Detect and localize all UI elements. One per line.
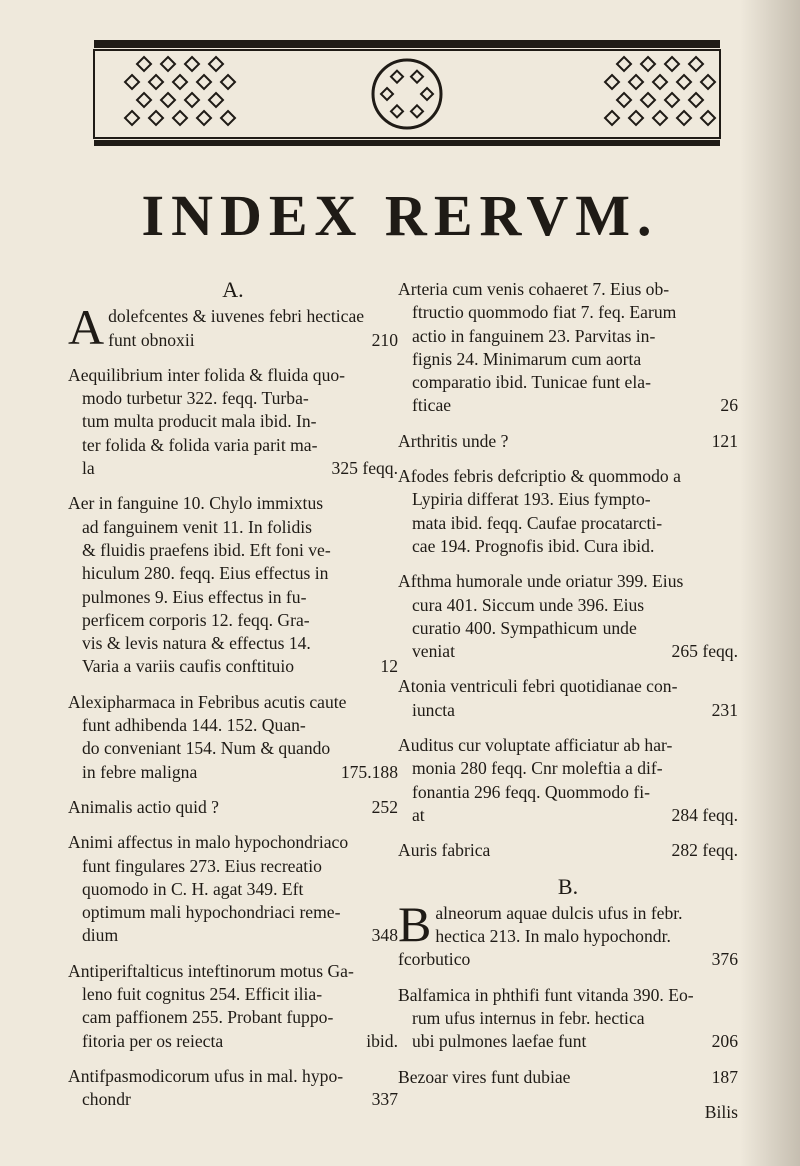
ornament-diamond	[629, 75, 643, 89]
entry-line: fignis 24. Minimarum cum aorta	[412, 348, 642, 369]
ornament-diamond	[665, 57, 679, 71]
entry-line: optimum mali hypochondriaci reme-	[82, 902, 341, 923]
page-reference: Bilis	[704, 1101, 738, 1122]
index-entry	[68, 960, 398, 1053]
page-reference: 337	[371, 1089, 398, 1110]
entry-line: Auris fabrica	[398, 840, 491, 861]
ornament-diamond	[149, 75, 163, 89]
ornament-diamond	[381, 88, 393, 100]
index-entry	[398, 278, 738, 418]
entry-line: rum ufus internus in febr. hectica	[412, 1008, 645, 1029]
section-letter-b: B.	[557, 873, 579, 899]
ornament-diamond	[701, 75, 715, 89]
entry-line: modo turbetur 322. feqq. Turba-	[82, 388, 309, 409]
page-reference: 210	[371, 329, 398, 350]
ornament-diamond	[411, 105, 423, 117]
ornament-diamond	[411, 71, 423, 83]
ornament-diamond	[677, 75, 691, 89]
page-reference: 231	[711, 699, 738, 720]
ornament-diamond	[173, 111, 187, 125]
entry-line: ftructio quommodo fiat 7. feq. Earum	[412, 302, 677, 323]
drop-cap: A	[68, 299, 105, 356]
ornament-diamond	[629, 111, 643, 125]
index-entry	[68, 796, 398, 819]
central-medallion	[373, 60, 441, 128]
entry-line: cam paffionem 255. Probant fuppo-	[82, 1007, 334, 1028]
ornament-diamond	[137, 93, 151, 107]
entry-line: leno fuit cognitus 254. Efficit ilia-	[82, 984, 323, 1005]
top-rule	[94, 40, 720, 48]
entry-line: cae 194. Prognofis ibid. Cura ibid.	[412, 535, 655, 556]
entry-line: hectica 213. In malo hypochondr.	[435, 926, 671, 947]
entry-line: Bezoar vires funt dubiae	[398, 1066, 571, 1087]
index-entry	[398, 734, 738, 827]
page-reference: 252	[371, 796, 398, 817]
left-column	[68, 278, 398, 1124]
ornament-svg	[92, 38, 722, 150]
entry-line: la	[82, 458, 95, 479]
ornament-diamond	[653, 111, 667, 125]
entry-line: hiculum 280. feqq. Eius effectus in	[82, 563, 329, 584]
page-edge-shadow	[740, 0, 800, 1166]
entry-line: fitoria per os reiecta	[82, 1030, 224, 1051]
entry-line: Aequilibrium inter folida & fluida quo-	[68, 364, 346, 385]
entry-line: Animalis actio quid ?	[68, 796, 219, 817]
section-letter-a: A.	[222, 277, 244, 302]
page-reference: 284 feqq.	[671, 804, 738, 825]
ornament-diamond	[137, 57, 151, 71]
entry-line: Animi affectus in malo hypochondriaco	[68, 832, 349, 853]
index-entry	[68, 1065, 398, 1112]
entry-line: dium	[82, 925, 119, 946]
ornament-diamond	[125, 75, 139, 89]
entry-line: funt adhibenda 144. 152. Quan-	[82, 715, 306, 736]
page-reference: 206	[711, 1031, 738, 1052]
right-column	[398, 278, 738, 1124]
entry-line: Arthritis unde ?	[398, 430, 509, 451]
ornament-diamond	[221, 111, 235, 125]
entry-line: Arteria cum venis cohaeret 7. Eius ob-	[398, 279, 670, 299]
index-entry	[68, 831, 398, 947]
ornament-diamond	[617, 93, 631, 107]
entry-line: fticae	[412, 395, 452, 416]
ornament-diamond	[653, 75, 667, 89]
index-entry	[68, 492, 398, 678]
entry-line: Afodes febris defcriptio & quommodo a	[398, 466, 681, 487]
entry-line: Balfamica in phthifi funt vitanda 390. Eo-	[398, 984, 694, 1005]
ornament-diamond	[185, 57, 199, 71]
entry-line: comparatio ibid. Tunicae funt ela-	[412, 372, 651, 393]
entry-line: alneorum aquae dulcis ufus in febr.	[435, 902, 683, 923]
page-reference: 325 feqq.	[331, 458, 398, 479]
index-entry	[68, 364, 398, 480]
index-entry	[398, 570, 738, 663]
page-reference: 121	[711, 430, 738, 451]
page-reference: 265 feqq.	[671, 641, 738, 662]
entry-line: Antiperiftalticus inteftinorum motus Ga-	[68, 960, 354, 981]
ornament-diamond	[161, 57, 175, 71]
entry-line: ubi pulmones laefae funt	[412, 1031, 587, 1052]
index-entry	[398, 1066, 738, 1089]
page-title: INDEX RERVM.	[141, 183, 659, 248]
ornament-diamond	[605, 111, 619, 125]
ornament-diamond	[209, 57, 223, 71]
ornament-diamond	[149, 111, 163, 125]
ornament-diamond	[391, 71, 403, 83]
entry-line: Aer in fanguine 10. Chylo immixtus	[68, 493, 324, 514]
page-reference: 348	[371, 925, 398, 946]
entry-line: & fluidis praefens ibid. Eft foni ve-	[82, 539, 331, 560]
entry-line: mata ibid. feqq. Caufae procatarcti-	[412, 512, 663, 533]
ornament-diamond	[641, 93, 655, 107]
ornament-diamond	[689, 93, 703, 107]
drop-cap: B	[398, 895, 432, 952]
ornament-diamond	[665, 93, 679, 107]
ornament-diamond	[125, 111, 139, 125]
entry-line: chondr	[82, 1089, 131, 1110]
entry-line: in febre maligna	[82, 761, 198, 782]
entry-line: monia 280 feqq. Cnr moleftia a dif-	[412, 758, 663, 779]
entry-line: Alexipharmaca in Febribus acutis caute	[68, 691, 347, 712]
ornament-diamond	[677, 111, 691, 125]
index-entry	[398, 430, 738, 453]
ornament-diamond	[421, 88, 433, 100]
index-entry	[398, 984, 738, 1054]
ornament-diamond	[689, 57, 703, 71]
entry-line: ter folida & folida varia parit ma-	[82, 434, 318, 455]
page-reference: ibid.	[366, 1030, 398, 1051]
index-entry	[68, 691, 398, 784]
entry-line: iuncta	[412, 699, 455, 720]
entry-line: curatio 400. Sympathicum unde	[412, 617, 637, 638]
entry-line: do conveniant 154. Num & quando	[82, 738, 331, 759]
entry-line: funt obnoxii	[108, 329, 195, 350]
entry-line: pulmones 9. Eius effectus in fu-	[82, 586, 307, 607]
ornament-diamond	[161, 93, 175, 107]
entry-line: cura 401. Siccum unde 396. Eius	[412, 594, 645, 615]
index-entry	[68, 299, 398, 356]
page-reference: 282 feqq.	[671, 840, 738, 861]
entry-line: fonantia 296 feqq. Quommodo fi-	[412, 781, 650, 802]
ornament-diamond	[173, 75, 187, 89]
entry-line: Afthma humorale unde oriatur 399. Eius	[398, 571, 684, 592]
page-reference: 175.188	[340, 761, 398, 782]
ornament-diamond	[391, 105, 403, 117]
page-reference: 26	[720, 395, 738, 416]
index-entry	[398, 675, 738, 722]
ornament-diamond	[209, 93, 223, 107]
entry-line: actio in fanguinem 23. Parvitas in-	[412, 325, 656, 346]
ornamental-header-band	[92, 38, 722, 150]
ornament-diamond	[641, 57, 655, 71]
entry-line: vis & levis natura & effectus 14.	[82, 633, 311, 654]
entry-line: dolefcentes & iuvenes febri hecticae	[108, 306, 365, 327]
entry-line: Atonia ventriculi febri quotidianae con-	[398, 676, 678, 697]
index-entry	[398, 839, 738, 862]
entry-line: Varia a variis caufis conftituio	[82, 656, 295, 677]
entry-line: Auditus cur voluptate afficiatur ab har-	[398, 735, 673, 756]
ornament-diamond	[617, 57, 631, 71]
entry-line: Lypiria differat 193. Eius fympto-	[412, 489, 651, 510]
ornament-diamond	[221, 75, 235, 89]
ornament-diamond	[185, 93, 199, 107]
index-entry	[398, 895, 738, 972]
entry-line: funt fingulares 273. Eius recreatio	[82, 855, 322, 876]
entry-line: tum multa producit mala ibid. In-	[82, 411, 317, 432]
page-reference: 12	[380, 656, 398, 677]
ornament-diamond	[701, 111, 715, 125]
entry-line: Antifpasmodicorum ufus in mal. hypo-	[68, 1065, 344, 1086]
entry-line: ad fanguinem venit 11. In folidis	[82, 516, 312, 537]
page-reference: 376	[711, 949, 738, 970]
entry-line: at	[412, 804, 425, 825]
entry-line: perficem corporis 12. feqq. Gra-	[82, 609, 310, 630]
page-reference: 187	[711, 1066, 738, 1087]
bottom-rule	[94, 140, 720, 146]
ornament-diamond	[197, 75, 211, 89]
ornament-diamond	[605, 75, 619, 89]
ornament-diamond	[197, 111, 211, 125]
index-entry	[398, 465, 738, 558]
entry-line: quomodo in C. H. agat 349. Eft	[82, 878, 304, 899]
entry-line: veniat	[412, 641, 455, 662]
entry-line: fcorbutico	[398, 949, 471, 970]
